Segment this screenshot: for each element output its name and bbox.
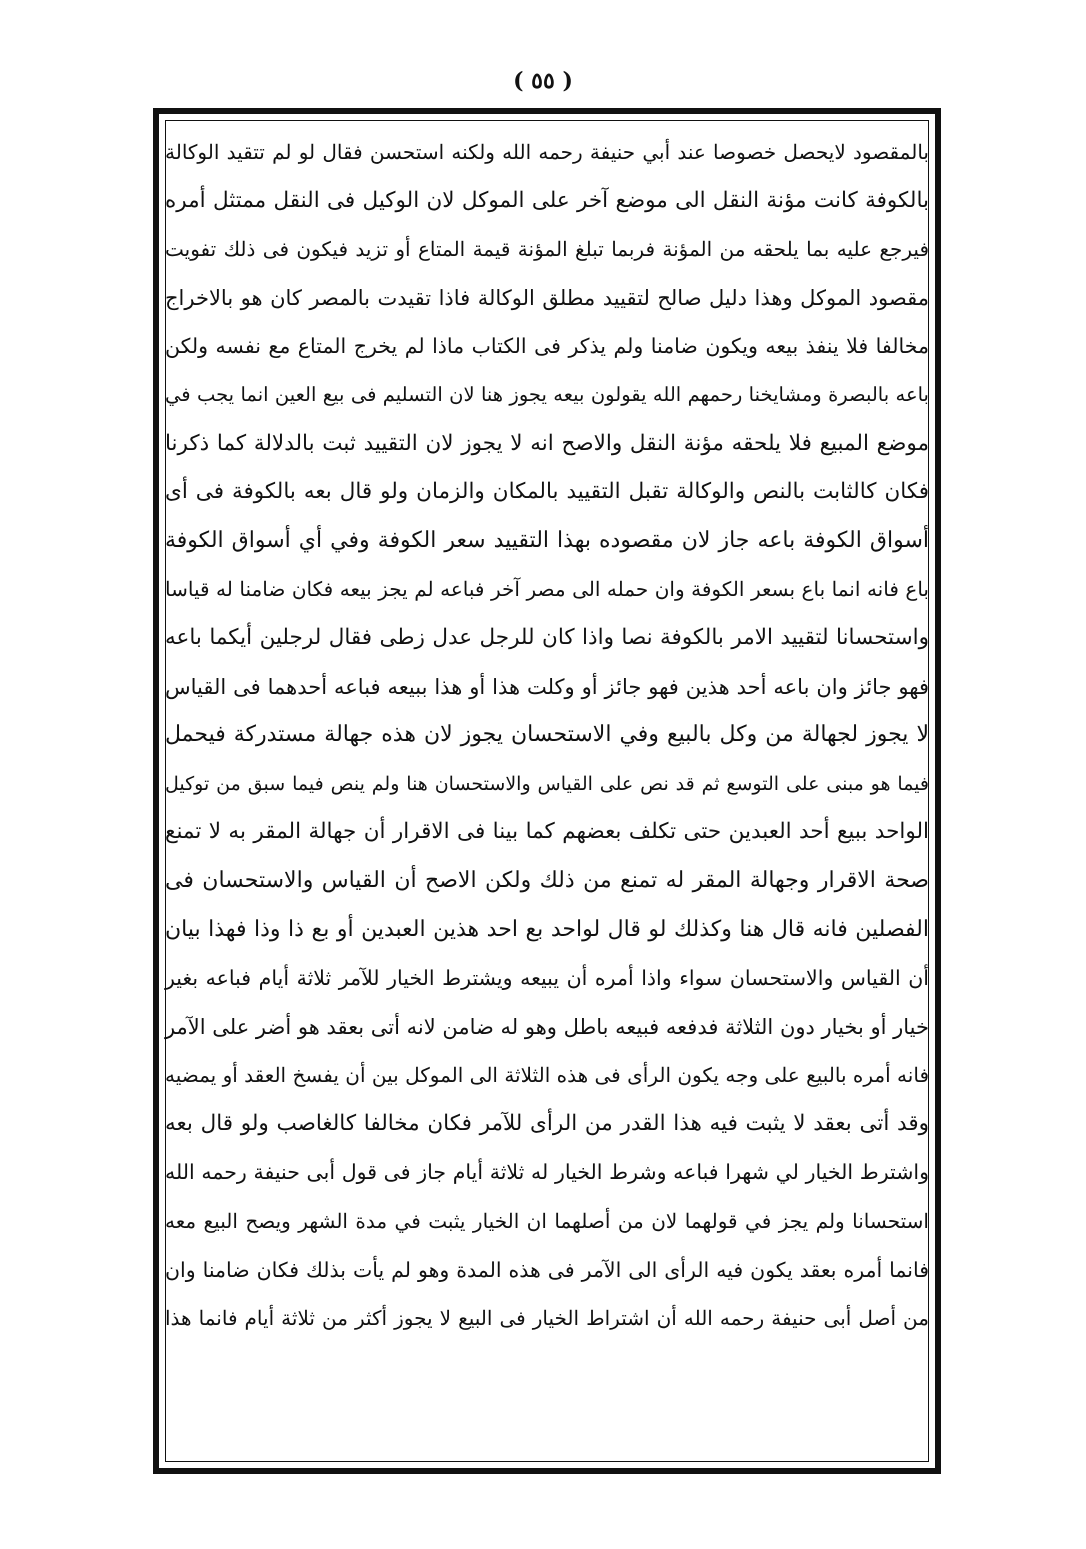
body-text (161, 128, 933, 1343)
text-line: باع فانه انما باع بسعر الكوفة وان حمله الى مصر آخر فباعه لم يجز بيعه فكان ضامنا له قياسا (165, 577, 929, 602)
text-line: فيرجع عليه بما يلحقه من المؤنة فربما تبلغ المؤنة قيمة المتاع أو تزيد فيكون فى ذلك تفويت (165, 237, 929, 262)
text-line: صحة الاقرار وجهالة المقر له تمنع من ذلك ولكن الاصح أن القياس والاستحسان فى (165, 867, 929, 893)
text-line: الفصلين فانه قال هنا وكذلك لو قال لواحد بع احد هذين العبدين أو بع ذا وذا فهذا بيان (165, 916, 929, 942)
text-line: واستحسانا لتقييد الامر بالكوفة نصا واذا كان للرجل عدل زطى فقال لرجلين أيكما باعه (165, 624, 929, 650)
text-line: لا يجوز لجهالة من وكل بالبيع وفي الاستحسان يجوز لان هذه جهالة مستدركة فيحمل (165, 722, 930, 748)
text-line: مخالفا فلا ينفذ بيعه ويكون ضامنا ولم يذكر فى الكتاب ماذا لم يخرج المتاع مع نفسه ولكن (165, 334, 929, 359)
text-line: وقد أتى بعقد لا يثبت فيه هذا القدر من الرأى للآمر فكان مخالفا كالغاصب ولو قال بعه (165, 1110, 929, 1136)
text-line: بالكوفة كانت مؤنة النقل الى موضع آخر على الموكل لان الوكيل فى النقل ممتثل أمره (165, 187, 929, 213)
text-line: مقصود الموكل وهذا دليل صالح لتقييد مطلق الوكالة فاذا تقيدت بالمصر كان هو بالاخراج (165, 285, 929, 310)
text-line: فيما هو مبنى على التوسع ثم قد نص على القياس والاستحسان هنا ولم ينص فيما سبق من توكيل (165, 772, 929, 795)
text-line: واشترط الخيار لي شهرا فباعه وشرط الخيار له ثلاثة أيام جاز فى قول أبى حنيفة رحمه الله (165, 1160, 929, 1185)
text-line: فانما أمره بعقد يكون فيه الرأى الى الآمر فى هذه المدة وهو لم يأت بذلك فكان ضامنا وان (165, 1257, 929, 1282)
text-line: موضع المبيع فلا يلحقه مؤنة النقل والاصح انه لا يجوز لان التقييد ثبت بالدلالة كما ذكرنا (165, 430, 929, 456)
text-line: فانه أمره بالبيع على وجه يكون الرأى فى هذه الثلاثة الى الموكل بين أن يفسخ العقد أو يمضيه (165, 1063, 930, 1088)
text-line: خيار أو بخيار دون الثلاثة فدفعه فبيعه باطل وهو له ضامن لانه أتى بعقد هو أضر على الآمر (164, 1014, 929, 1039)
text-line: بالمقصود لايحصل خصوصا عند أبي حنيفة رحمه الله ولكنه استحسن فقال لو لم تتقيد الوكالة (165, 140, 929, 164)
text-line: باعه بالبصرة ومشايخنا رحمهم الله يقولون بيعه يجوز هنا لان التسليم فى بيع العين انما يجب في (165, 382, 929, 406)
text-line: الواحد ببيع أحد العبدين حتى تكلف بعضهم كما بينا فى الاقرار أن جهالة المقر به لا تمنع (165, 819, 929, 845)
text-line: فكان كالثابت بالنص والوكالة تقبل التقييد بالمكان والزمان ولو قال بعه بالكوفة فى أى (165, 479, 929, 505)
text-line: من أصل أبى حنيفة رحمه الله أن اشتراط الخيار فى البيع لا يجوز أكثر من ثلاثة أيام فانما هذا (165, 1306, 929, 1331)
text-line: أسواق الكوفة باعه جاز لان مقصوده بهذا التقييد سعر الكوفة وفي أي أسواق الكوفة (165, 527, 929, 553)
text-line: فهو جائز وان باعه أحد هذين فهو جائز أو وكلت هذا أو هذا ببيعه فباعه أحدهما فى القياس (165, 674, 929, 699)
page-number: ( ٥٥ ) (513, 68, 573, 94)
text-line: استحسانا ولم يجز في قولهما لان من أصلهما ان الخيار يثبت في مدة الشهر ويصح البيع معه (165, 1209, 929, 1234)
text-line: أن القياس والاستحسان سواء واذا أمره أن يبيعه ويشترط الخيار للآمر ثلاثة أيام فباعه بغير (165, 966, 929, 991)
